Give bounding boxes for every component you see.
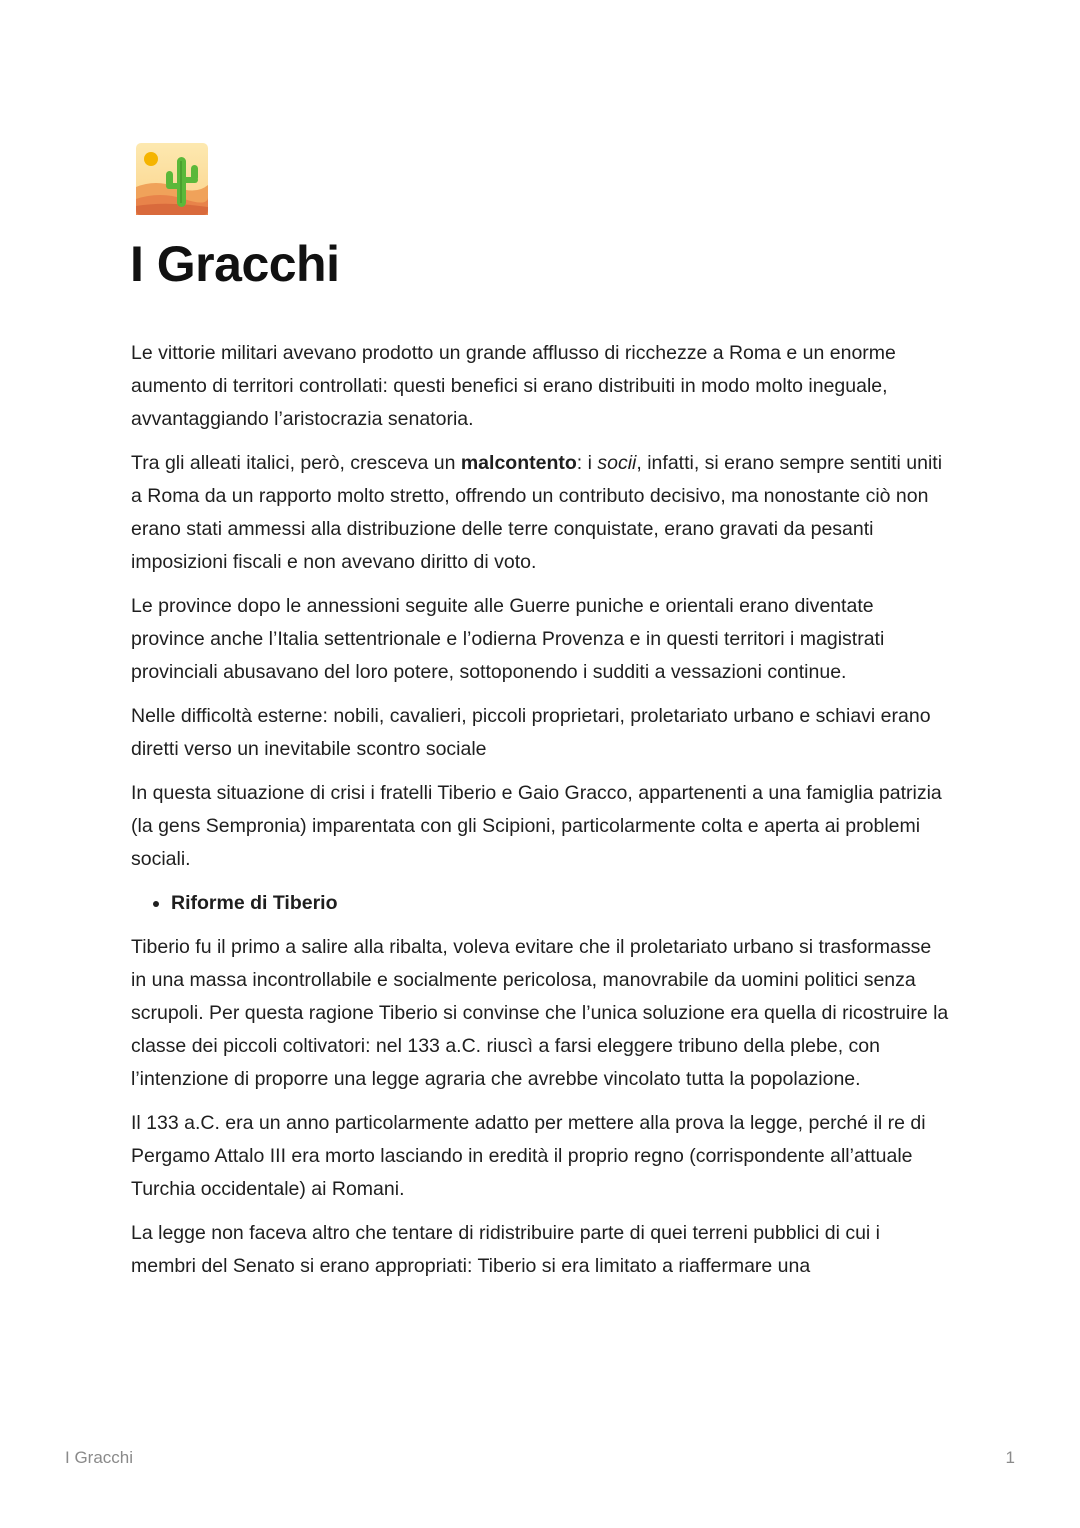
paragraph-8: La legge non faceva altro che tentare di ridistribuire parte di quei terreni pubblici di cui i membri del Senato si erano appropriati: Tiberio si era limitato a riaffermare una [131, 1222, 881, 1277]
desert-cactus-icon [136, 143, 208, 215]
paragraph-3: Le province dopo le annessioni seguite alle Guerre puniche e orientali erano diventate province anche l’Italia settentrionale e l’odierna Provenza e in questi territori i magistrati provinciali abusavano del loro potere, sottoponendo i sudditi a vessazioni continue. [131, 595, 885, 683]
bullet-list [131, 887, 949, 920]
document-body [131, 337, 949, 1294]
italic-socii: socii [597, 452, 637, 474]
paragraph-2-text-c: , infatti, si erano sempre sentiti uniti a Roma da un rapporto molto stretto, offrendo un contributo decisivo, ma nonostante ciò non erano stati ammessi alla distribuzione delle terre conquistate, erano gravati da pesanti imposizioni fiscali e non avevano diritto di voto. [131, 452, 943, 573]
paragraph-7: Il 133 a.C. era un anno particolarmente adatto per mettere alla prova la legge, perché il re di Pergamo Attalo III era morto lasciando in eredità il proprio regno (corrispondente all’attuale Turchia occidentale) ai Romani. [131, 1112, 926, 1200]
paragraph-4: Nelle difficoltà esterne: nobili, cavalieri, piccoli proprietari, proletariato urbano e schiavi erano diretti verso un inevitabile scontro sociale [131, 705, 931, 760]
paragraph-1: Le vittorie militari avevano prodotto un grande afflusso di ricchezze a Roma e un enorme aumento di territori controllati: questi benefici si erano distribuiti in modo molto ineguale, avvantaggiando l’aristocrazia senatoria. [131, 342, 896, 430]
footer-title: I Gracchi [65, 1448, 134, 1467]
paragraph-2-text-a: Tra gli alleati italici, però, cresceva un [131, 452, 461, 474]
footer-page-number: 1 [1005, 1448, 1015, 1467]
bold-malcontento: malcontento [460, 452, 577, 474]
paragraph-5: In questa situazione di crisi i fratelli Tiberio e Gaio Gracco, appartenenti a una famiglia patrizia (la gens Sempronia) imparentata con gli Scipioni, particolarmente colta e aperta ai problemi sociali. [131, 782, 942, 870]
paragraph-2 [131, 447, 949, 579]
page-title: I Gracchi [130, 236, 340, 292]
page-icon [136, 143, 208, 215]
bullet-riforme-di-tiberio: • Riforme di Tiberio [171, 887, 949, 920]
paragraph-6: Tiberio fu il primo a salire alla ribalta, voleva evitare che il proletariato urbano si trasformasse in una massa incontrollabile e socialmente pericolosa, manovrabile da uomini politici senza scrupoli. Per questa ragione Tiberio si convinse che l’unica soluzione era quella di ricostruire la classe dei piccoli coltivatori: nel 133 a.C. riuscì a farsi eleggere tribuno della plebe, con l’intenzione di proporre una legge agraria che avrebbe vincolato tutta la popolazione. [131, 936, 949, 1090]
paragraph-2-text-b: : i [576, 452, 598, 474]
